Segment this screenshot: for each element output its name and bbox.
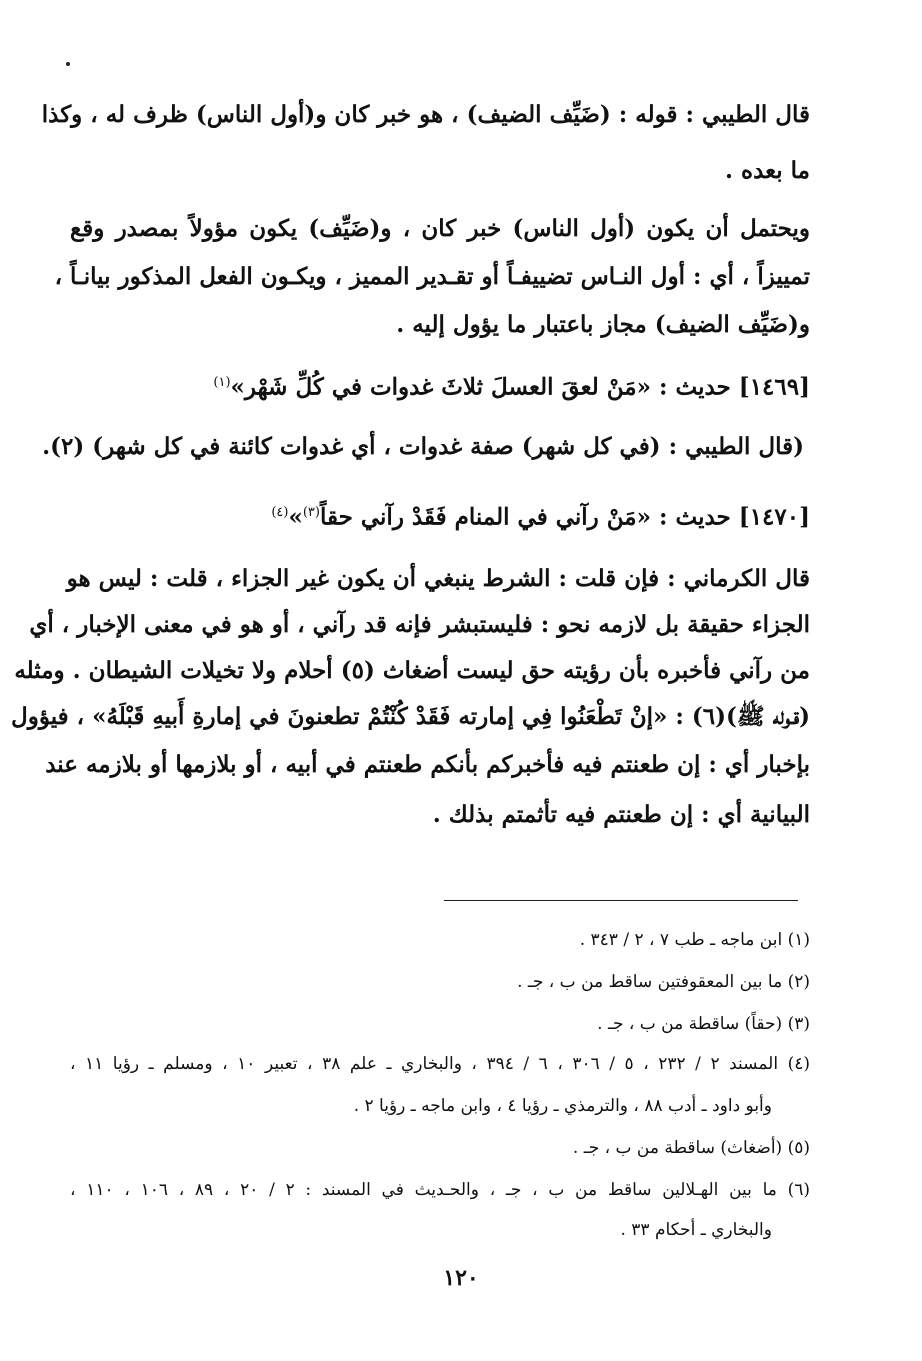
hadith-number: [١٤٦٩]	[738, 373, 810, 401]
footnote-5: (٥) (أضغاث) ساقطة من ب ، جـ .	[572, 1138, 810, 1158]
body-line-6: قال الكرماني : فإن قلت : الشرط ينبغي أن يكون غير الجزاء ، قلت : ليس هو	[66, 565, 810, 592]
hadith-label: حديث :	[659, 503, 731, 531]
footnote-6: (٦) ما بين الهـلالين ساقط من ب ، جـ ، والحـديث في المسند : ٢ / ٢٠ ، ٨٩ ، ١٠٦ ، ١١٠ ،	[70, 1180, 811, 1200]
footnote-1: (١) ابن ماجه ـ طب ٧ ، ٢ / ٣٤٣ .	[579, 930, 810, 950]
footnote-6-continued: والبخاري ـ أحكام ٣٣ .	[620, 1220, 772, 1240]
footnote-ref: (١)	[213, 375, 231, 390]
body-line-9: (قـوله ﷺ)(٦) : «إنْ تَطْعَنُوا فِي إمارته فَقَدْ كُنْتُمْ تطعنونَ في إمارةِ أَبيهِ قَبْلَهُ» ، فيؤول	[11, 703, 810, 730]
hadith-1469	[70, 368, 810, 403]
hadith-number: [١٤٧٠]	[738, 503, 810, 531]
footnote-3: (٣) (حقاً) ساقطة من ب ، جـ .	[597, 1014, 810, 1034]
page-number: ١٢٠	[443, 1265, 479, 1291]
body-line-7: الجزاء حقيقة بل لازمه نحو : فليستبشر فإنه قد رآني ، أو هو في معنى الإخبار ، أي	[29, 611, 810, 638]
commentary-1469: (قال الطيبي : (في كل شهر) صفة غدوات ، أي غدوات كائنة في كل شهر) (٢).	[42, 433, 804, 460]
stray-dot-mark	[66, 62, 70, 66]
body-line-3: ويحتمل أن يكون (أول الناس) خبر كان ، و(ضَيِّف) يكون مؤولاً بمصدر وقع	[70, 215, 810, 242]
footnote-2: (٢) ما بين المعقوفتين ساقط من ب ، جـ .	[517, 972, 810, 992]
body-line-10: بإخبار أي : إن طعنتم فيه فأخبركم بأنكم طعنتم في أبيه ، أو بلازمها أو بلازمه عند	[45, 751, 810, 778]
footnote-ref: (٣)	[302, 505, 320, 520]
footnote-ref: (٤)	[271, 505, 289, 520]
hadith-text: «مَنْ لعقَ العسلَ ثلاثَ غدوات في كُلِّ شَهْر»	[230, 373, 651, 401]
hadith-label: حديث :	[659, 373, 731, 401]
hadith-1470	[70, 498, 810, 533]
body-line-8: من رآني فأخبره بأن رؤيته حق ليست أضغاث (٥) أحلام ولا تخيلات الشيطان . ومثله	[14, 657, 810, 684]
body-line-1: قال الطيبي : قوله : (ضَيِّف الضيف) ، هو خبر كان و(أول الناس) ظرف له ، وكذا	[41, 101, 810, 128]
hadith-text: «مَنْ رآني في المنام فَقَدْ رآني حقاً	[319, 503, 651, 531]
body-line-11: البيانية أي : إن طعنتم فيه تأثمتم بذلك .	[432, 801, 810, 828]
hadith-close-quote: »	[288, 503, 303, 531]
footnote-separator	[444, 900, 798, 901]
body-line-4: تمييزاً ، أي : أول النـاس تضييفـاً أو تقـدير المميز ، ويكـون الفعل المذكور بيانـاً ،	[54, 263, 810, 290]
footnote-4-continued: وأبو داود ـ أدب ٨٨ ، والترمذي ـ رؤيا ٤ ، وابن ماجه ـ رؤيا ٢ .	[353, 1096, 772, 1116]
footnote-4: (٤) المسند ٢ / ٢٣٢ ، ٥ / ٣٠٦ ، ٦ / ٣٩٤ ، والبخاري ـ علم ٣٨ ، تعبير ١٠ ، ومسلم ـ رؤيا ١١ ،	[70, 1054, 810, 1074]
body-line-5: و(ضَيِّف الضيف) مجاز باعتبار ما يؤول إليه .	[396, 311, 810, 338]
body-line-2: ما بعده .	[725, 157, 810, 184]
